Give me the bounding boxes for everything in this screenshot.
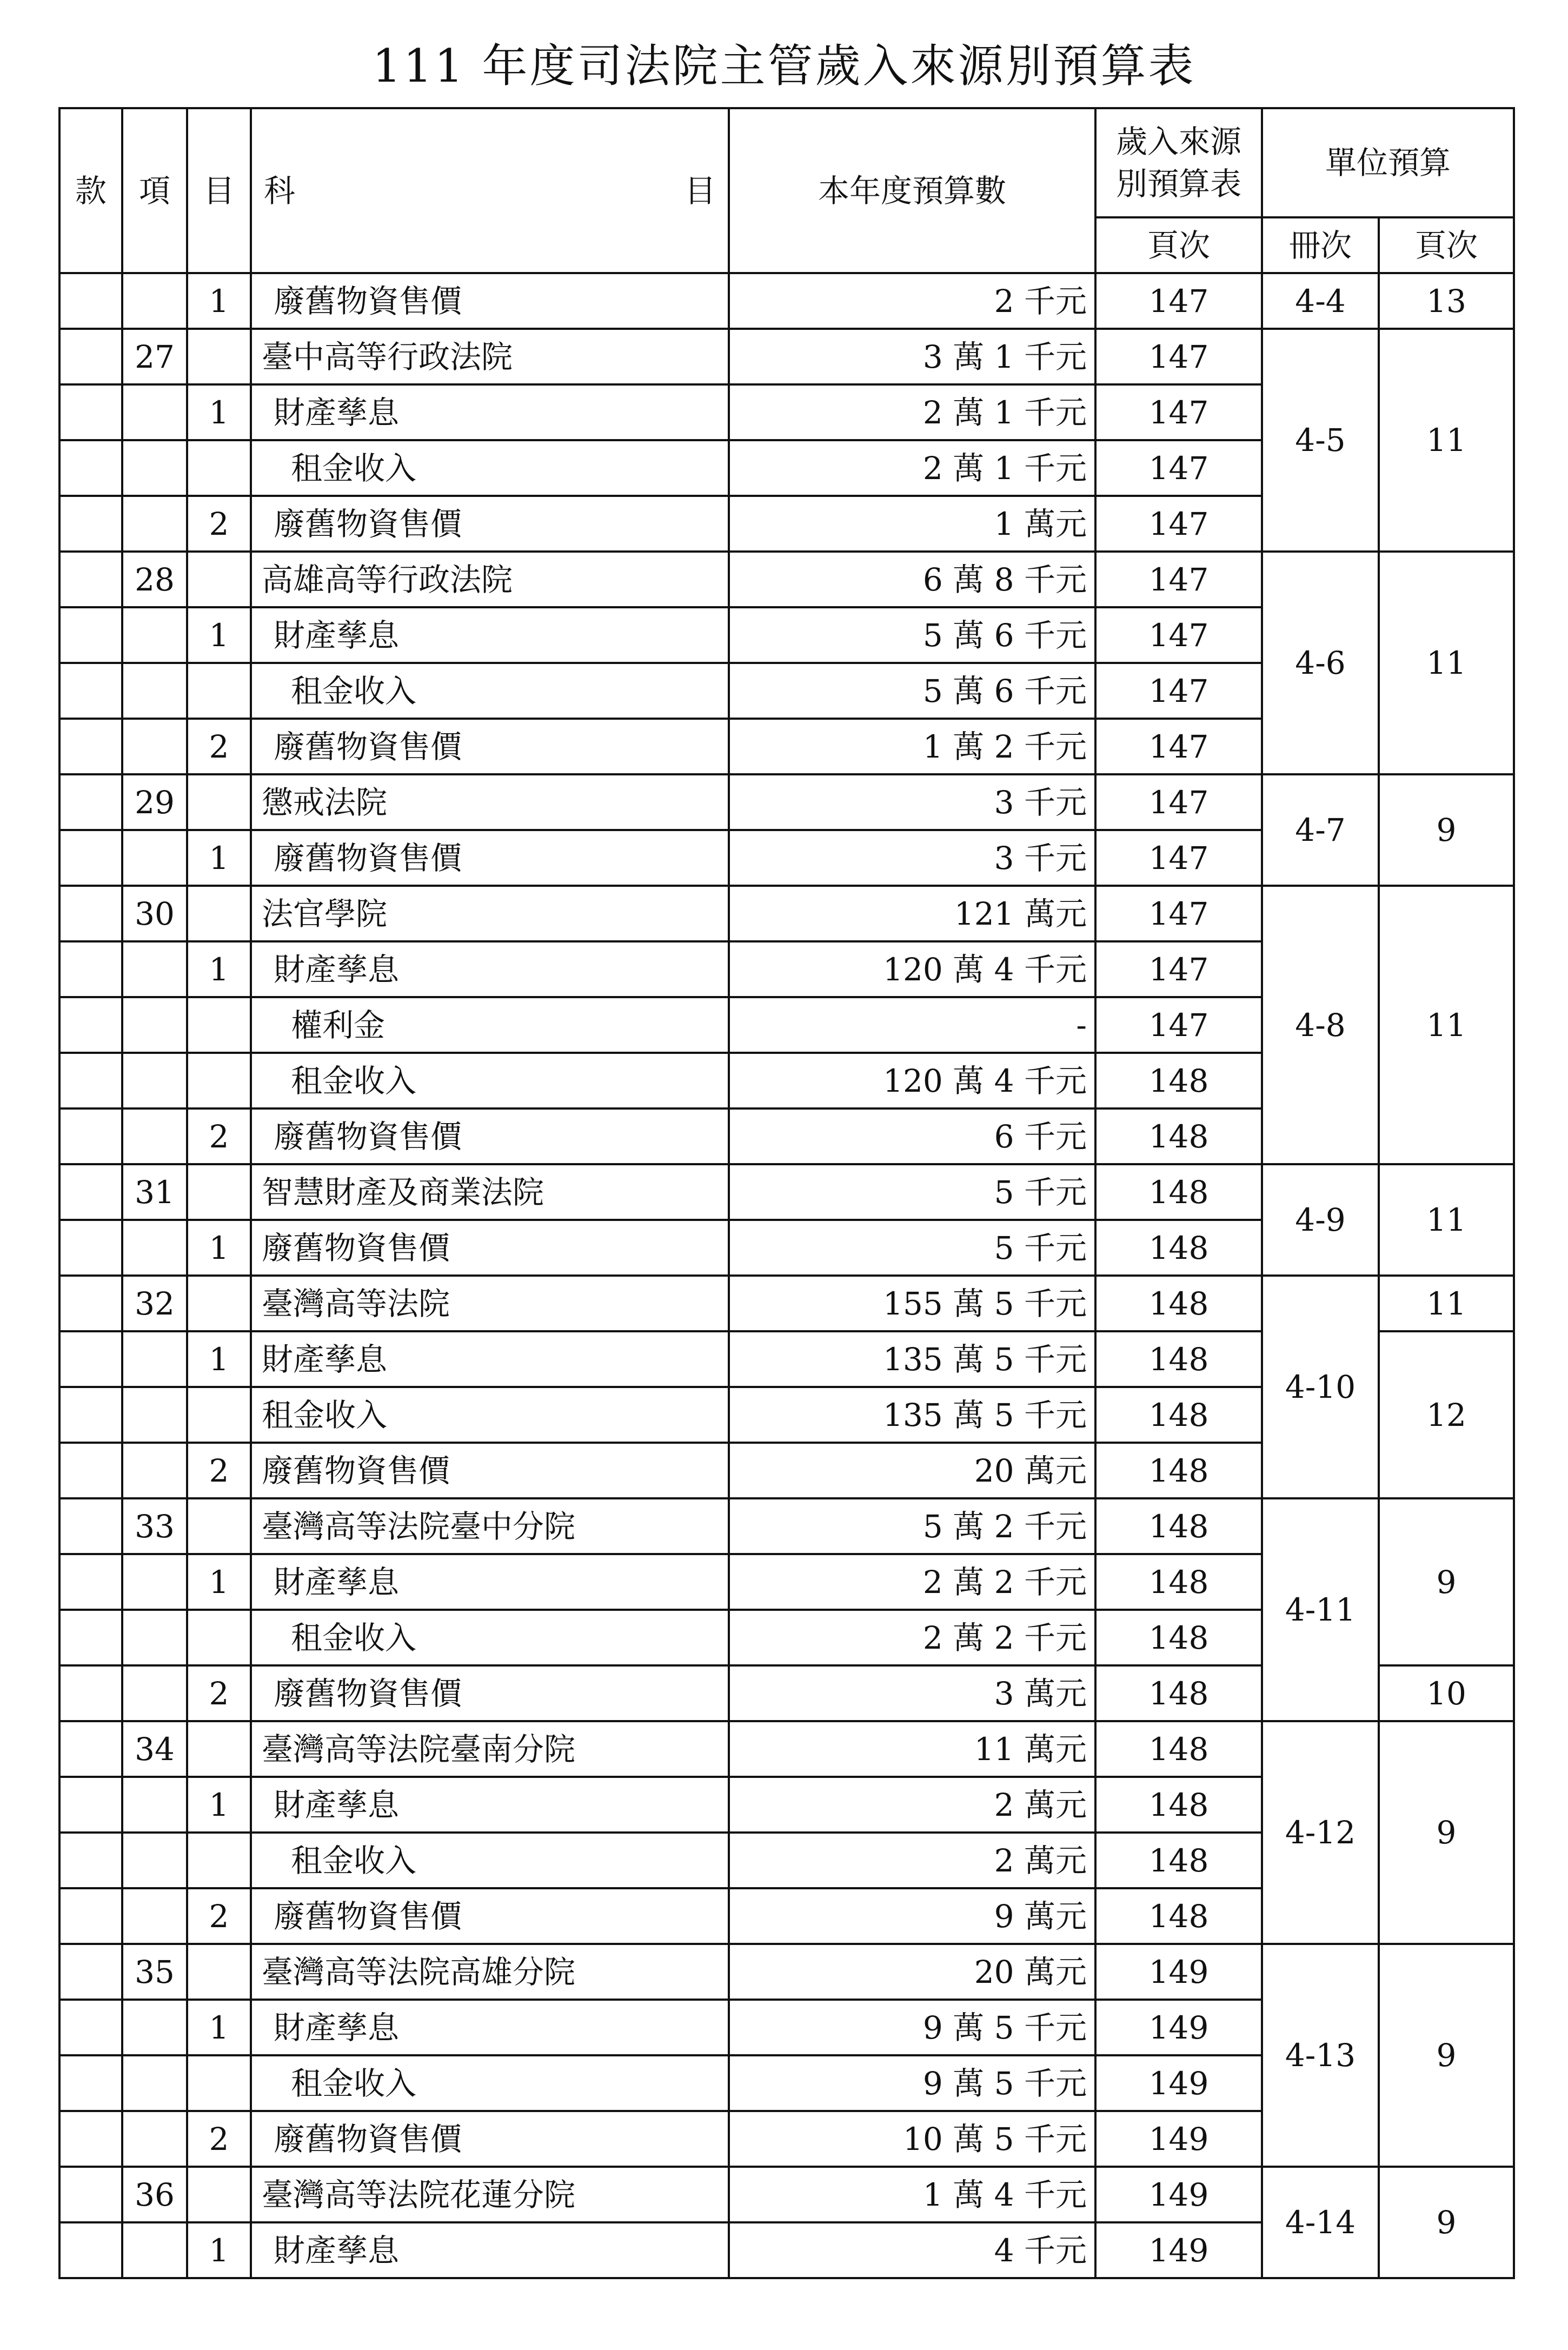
cell-subject: 智慧財產及商業法院: [251, 1164, 729, 1220]
cell-amount: 2 萬 1 千元: [729, 384, 1095, 440]
cell-mu: 2: [187, 2111, 251, 2167]
cell-kuan: [59, 1164, 122, 1220]
cell-amount: 2 萬 1 千元: [729, 440, 1095, 496]
cell-unit-page: 10: [1379, 1665, 1514, 1721]
cell-mu: [187, 440, 251, 496]
header-page: 頁次: [1095, 217, 1262, 273]
table-row: [59, 552, 1514, 607]
cell-subject: 租金收入: [251, 1833, 729, 1888]
cell-page: 148: [1095, 1498, 1262, 1554]
cell-subject: 財產孳息: [251, 2222, 729, 2278]
cell-kuan: [59, 1944, 122, 2000]
table-row: [59, 886, 1514, 941]
cell-mu: 1: [187, 384, 251, 440]
cell-unit-page: 9: [1379, 1498, 1514, 1665]
cell-page: 148: [1095, 1721, 1262, 1777]
cell-xiang: 30: [122, 886, 187, 941]
cell-kuan: [59, 719, 122, 774]
cell-mu: 1: [187, 1331, 251, 1387]
cell-subject: 廢舊物資售價: [251, 719, 729, 774]
cell-xiang: [122, 830, 187, 886]
header-volume: 冊次: [1262, 217, 1379, 273]
cell-xiang: 35: [122, 1944, 187, 2000]
cell-subject: 財產孳息: [251, 1554, 729, 1610]
cell-mu: 1: [187, 273, 251, 329]
cell-mu: [187, 2167, 251, 2222]
cell-xiang: [122, 1777, 187, 1833]
cell-page: 148: [1095, 1888, 1262, 1944]
cell-kuan: [59, 1108, 122, 1164]
cell-page: 148: [1095, 1164, 1262, 1220]
cell-xiang: [122, 1053, 187, 1108]
cell-amount: -: [729, 997, 1095, 1053]
cell-page: 149: [1095, 1944, 1262, 2000]
cell-subject: 廢舊物資售價: [251, 830, 729, 886]
cell-subject: 廢舊物資售價: [251, 1665, 729, 1721]
cell-subject: 廢舊物資售價: [251, 496, 729, 552]
cell-unit-page: 11: [1379, 552, 1514, 774]
cell-kuan: [59, 886, 122, 941]
cell-amount: 2 萬 2 千元: [729, 1554, 1095, 1610]
cell-subject: 臺灣高等法院臺南分院: [251, 1721, 729, 1777]
cell-volume: 4-12: [1262, 1721, 1379, 1944]
cell-unit-page: 13: [1379, 273, 1514, 329]
cell-mu: [187, 329, 251, 384]
cell-xiang: [122, 1833, 187, 1888]
cell-kuan: [59, 830, 122, 886]
cell-amount: 3 千元: [729, 774, 1095, 830]
cell-subject: 租金收入: [251, 663, 729, 719]
table-row: [59, 1498, 1514, 1554]
cell-mu: [187, 1276, 251, 1331]
cell-xiang: [122, 1554, 187, 1610]
cell-amount: 2 萬元: [729, 1777, 1095, 1833]
cell-volume: 4-10: [1262, 1276, 1379, 1498]
table-row: [59, 1164, 1514, 1220]
cell-amount: 5 千元: [729, 1164, 1095, 1220]
cell-subject: 廢舊物資售價: [251, 273, 729, 329]
header-mu: 目: [187, 108, 251, 273]
cell-xiang: [122, 2111, 187, 2167]
cell-kuan: [59, 496, 122, 552]
cell-kuan: [59, 1053, 122, 1108]
cell-subject: 財產孳息: [251, 2000, 729, 2055]
cell-unit-page: 9: [1379, 774, 1514, 886]
cell-mu: 1: [187, 1777, 251, 1833]
cell-volume: 4-13: [1262, 1944, 1379, 2167]
cell-mu: [187, 663, 251, 719]
header-source-table-line2: 別預算表: [1115, 165, 1241, 202]
cell-kuan: [59, 1220, 122, 1276]
cell-unit-page: 9: [1379, 1721, 1514, 1944]
cell-kuan: [59, 2222, 122, 2278]
cell-subject: 臺中高等行政法院: [251, 329, 729, 384]
cell-page: 147: [1095, 496, 1262, 552]
cell-xiang: 32: [122, 1276, 187, 1331]
cell-xiang: [122, 1331, 187, 1387]
cell-kuan: [59, 552, 122, 607]
table-row: [59, 329, 1514, 384]
cell-amount: 20 萬元: [729, 1944, 1095, 2000]
header-subject-left: 科: [264, 172, 296, 209]
cell-page: 149: [1095, 2000, 1262, 2055]
table-row: [59, 2167, 1514, 2222]
header-xiang: 項: [122, 108, 187, 273]
cell-subject: 廢舊物資售價: [251, 1888, 729, 1944]
cell-amount: 9 萬元: [729, 1888, 1095, 1944]
cell-subject: 財產孳息: [251, 941, 729, 997]
cell-kuan: [59, 329, 122, 384]
header-unit-page: 頁次: [1379, 217, 1514, 273]
cell-page: 148: [1095, 1554, 1262, 1610]
cell-kuan: [59, 440, 122, 496]
cell-xiang: [122, 1387, 187, 1443]
cell-xiang: 36: [122, 2167, 187, 2222]
cell-amount: 135 萬 5 千元: [729, 1331, 1095, 1387]
cell-mu: 1: [187, 830, 251, 886]
cell-mu: [187, 552, 251, 607]
cell-amount: 3 千元: [729, 830, 1095, 886]
cell-xiang: [122, 2000, 187, 2055]
cell-subject: 臺灣高等法院高雄分院: [251, 1944, 729, 2000]
cell-kuan: [59, 2111, 122, 2167]
cell-page: 147: [1095, 607, 1262, 663]
cell-mu: [187, 997, 251, 1053]
cell-xiang: [122, 1220, 187, 1276]
cell-volume: 4-5: [1262, 329, 1379, 552]
cell-xiang: [122, 273, 187, 329]
cell-mu: 1: [187, 1220, 251, 1276]
cell-mu: 2: [187, 1665, 251, 1721]
cell-xiang: [122, 496, 187, 552]
cell-mu: 2: [187, 1108, 251, 1164]
cell-page: 149: [1095, 2111, 1262, 2167]
cell-subject: 廢舊物資售價: [251, 2111, 729, 2167]
cell-subject: 懲戒法院: [251, 774, 729, 830]
cell-xiang: [122, 607, 187, 663]
cell-kuan: [59, 1554, 122, 1610]
table-body: [59, 273, 1514, 2278]
cell-page: 148: [1095, 1276, 1262, 1331]
cell-kuan: [59, 384, 122, 440]
cell-xiang: 29: [122, 774, 187, 830]
cell-page: 147: [1095, 719, 1262, 774]
cell-page: 149: [1095, 2167, 1262, 2222]
cell-page: 148: [1095, 1220, 1262, 1276]
cell-page: 147: [1095, 329, 1262, 384]
cell-page: 148: [1095, 1833, 1262, 1888]
cell-subject: 財產孳息: [251, 384, 729, 440]
cell-kuan: [59, 663, 122, 719]
header-subject: [251, 108, 729, 273]
cell-mu: 2: [187, 1443, 251, 1498]
cell-xiang: [122, 440, 187, 496]
cell-mu: [187, 2055, 251, 2111]
cell-xiang: 33: [122, 1498, 187, 1554]
cell-kuan: [59, 607, 122, 663]
cell-page: 147: [1095, 941, 1262, 997]
cell-xiang: [122, 2222, 187, 2278]
header-subject-right: 目: [684, 172, 716, 209]
cell-subject: 臺灣高等法院花蓮分院: [251, 2167, 729, 2222]
table-row: [59, 1944, 1514, 2000]
table-row: [59, 1721, 1514, 1777]
cell-page: 148: [1095, 1331, 1262, 1387]
cell-amount: 10 萬 5 千元: [729, 2111, 1095, 2167]
cell-kuan: [59, 1276, 122, 1331]
cell-amount: 120 萬 4 千元: [729, 941, 1095, 997]
cell-amount: 5 千元: [729, 1220, 1095, 1276]
cell-mu: [187, 1164, 251, 1220]
cell-kuan: [59, 2055, 122, 2111]
budget-table: [58, 107, 1515, 2279]
cell-subject: 財產孳息: [251, 1777, 729, 1833]
cell-xiang: [122, 1888, 187, 1944]
cell-kuan: [59, 1331, 122, 1387]
cell-subject: 廢舊物資售價: [251, 1220, 729, 1276]
cell-page: 147: [1095, 663, 1262, 719]
cell-page: 147: [1095, 384, 1262, 440]
cell-kuan: [59, 2167, 122, 2222]
cell-amount: 11 萬元: [729, 1721, 1095, 1777]
cell-mu: 2: [187, 1888, 251, 1944]
cell-kuan: [59, 1443, 122, 1498]
cell-volume: 4-7: [1262, 774, 1379, 886]
cell-mu: [187, 1053, 251, 1108]
cell-amount: 3 萬 1 千元: [729, 329, 1095, 384]
cell-subject: 財產孳息: [251, 607, 729, 663]
cell-unit-page: 9: [1379, 1944, 1514, 2167]
cell-page: 149: [1095, 2222, 1262, 2278]
cell-amount: 2 萬元: [729, 1833, 1095, 1888]
cell-kuan: [59, 2000, 122, 2055]
cell-mu: [187, 1721, 251, 1777]
cell-kuan: [59, 1721, 122, 1777]
table-row: [59, 774, 1514, 830]
cell-xiang: 34: [122, 1721, 187, 1777]
cell-xiang: [122, 1665, 187, 1721]
cell-xiang: [122, 2055, 187, 2111]
cell-volume: 4-14: [1262, 2167, 1379, 2278]
cell-page: 147: [1095, 552, 1262, 607]
cell-unit-page: 11: [1379, 886, 1514, 1164]
cell-kuan: [59, 1665, 122, 1721]
cell-subject: 廢舊物資售價: [251, 1443, 729, 1498]
cell-kuan: [59, 1387, 122, 1443]
cell-amount: 20 萬元: [729, 1443, 1095, 1498]
cell-unit-page: 11: [1379, 329, 1514, 552]
cell-subject: 租金收入: [251, 2055, 729, 2111]
cell-xiang: [122, 941, 187, 997]
cell-unit-page: 11: [1379, 1164, 1514, 1276]
table-row: [59, 273, 1514, 329]
cell-page: 147: [1095, 273, 1262, 329]
cell-page: 148: [1095, 1777, 1262, 1833]
cell-amount: 135 萬 5 千元: [729, 1387, 1095, 1443]
cell-mu: [187, 1944, 251, 2000]
cell-page: 147: [1095, 440, 1262, 496]
cell-subject: 租金收入: [251, 440, 729, 496]
cell-subject: 高雄高等行政法院: [251, 552, 729, 607]
cell-page: 148: [1095, 1665, 1262, 1721]
cell-subject: 租金收入: [251, 1610, 729, 1665]
cell-amount: 155 萬 5 千元: [729, 1276, 1095, 1331]
cell-amount: 5 萬 2 千元: [729, 1498, 1095, 1554]
cell-amount: 1 萬 2 千元: [729, 719, 1095, 774]
cell-amount: 1 萬元: [729, 496, 1095, 552]
cell-xiang: [122, 384, 187, 440]
cell-page: 148: [1095, 1108, 1262, 1164]
cell-page: 147: [1095, 997, 1262, 1053]
header-unit-budget: 單位預算: [1262, 108, 1514, 217]
cell-amount: 6 千元: [729, 1108, 1095, 1164]
cell-amount: 2 萬 2 千元: [729, 1610, 1095, 1665]
cell-page: 148: [1095, 1443, 1262, 1498]
cell-mu: [187, 1498, 251, 1554]
cell-amount: 5 萬 6 千元: [729, 607, 1095, 663]
header-kuan: 款: [59, 108, 122, 273]
cell-amount: 9 萬 5 千元: [729, 2055, 1095, 2111]
cell-mu: 1: [187, 941, 251, 997]
cell-kuan: [59, 1833, 122, 1888]
cell-kuan: [59, 997, 122, 1053]
cell-kuan: [59, 941, 122, 997]
cell-volume: 4-6: [1262, 552, 1379, 774]
cell-page: 148: [1095, 1053, 1262, 1108]
cell-unit-page: 9: [1379, 2167, 1514, 2278]
cell-mu: 2: [187, 496, 251, 552]
cell-kuan: [59, 774, 122, 830]
cell-unit-page: 12: [1379, 1331, 1514, 1498]
cell-xiang: [122, 663, 187, 719]
cell-unit-page: 11: [1379, 1276, 1514, 1331]
cell-xiang: [122, 1108, 187, 1164]
cell-xiang: [122, 997, 187, 1053]
cell-mu: [187, 886, 251, 941]
cell-xiang: [122, 1443, 187, 1498]
cell-subject: 廢舊物資售價: [251, 1108, 729, 1164]
cell-page: 148: [1095, 1387, 1262, 1443]
cell-subject: 財產孳息: [251, 1331, 729, 1387]
cell-mu: 1: [187, 2000, 251, 2055]
cell-xiang: [122, 719, 187, 774]
cell-amount: 6 萬 8 千元: [729, 552, 1095, 607]
cell-kuan: [59, 1498, 122, 1554]
cell-mu: [187, 1833, 251, 1888]
cell-xiang: 28: [122, 552, 187, 607]
cell-subject: 租金收入: [251, 1387, 729, 1443]
cell-amount: 4 千元: [729, 2222, 1095, 2278]
cell-amount: 5 萬 6 千元: [729, 663, 1095, 719]
header-source-table-line1: 歲入來源: [1115, 123, 1241, 160]
cell-amount: 9 萬 5 千元: [729, 2000, 1095, 2055]
cell-subject: 租金收入: [251, 1053, 729, 1108]
cell-mu: 2: [187, 719, 251, 774]
page-title: 111 年度司法院主管歲入來源別預算表: [372, 39, 1196, 92]
cell-volume: 4-9: [1262, 1164, 1379, 1276]
cell-mu: [187, 1387, 251, 1443]
cell-page: 149: [1095, 2055, 1262, 2111]
cell-mu: [187, 774, 251, 830]
cell-amount: 121 萬元: [729, 886, 1095, 941]
cell-mu: 1: [187, 1554, 251, 1610]
cell-volume: 4-11: [1262, 1498, 1379, 1721]
cell-subject: 臺灣高等法院臺中分院: [251, 1498, 729, 1554]
cell-page: 147: [1095, 886, 1262, 941]
cell-page: 147: [1095, 774, 1262, 830]
cell-kuan: [59, 1888, 122, 1944]
cell-amount: 3 萬元: [729, 1665, 1095, 1721]
cell-mu: [187, 1610, 251, 1665]
cell-amount: 120 萬 4 千元: [729, 1053, 1095, 1108]
cell-subject: 權利金: [251, 997, 729, 1053]
cell-volume: 4-8: [1262, 886, 1379, 1164]
header-source-table: [1095, 108, 1262, 217]
cell-amount: 2 千元: [729, 273, 1095, 329]
cell-subject: 臺灣高等法院: [251, 1276, 729, 1331]
cell-mu: 1: [187, 2222, 251, 2278]
cell-kuan: [59, 1777, 122, 1833]
cell-page: 147: [1095, 830, 1262, 886]
cell-xiang: [122, 1610, 187, 1665]
cell-xiang: 31: [122, 1164, 187, 1220]
cell-amount: 1 萬 4 千元: [729, 2167, 1095, 2222]
cell-kuan: [59, 1610, 122, 1665]
cell-mu: 1: [187, 607, 251, 663]
cell-volume: 4-4: [1262, 273, 1379, 329]
cell-xiang: 27: [122, 329, 187, 384]
header-budget: 本年度預算數: [729, 108, 1095, 273]
cell-kuan: [59, 273, 122, 329]
cell-page: 148: [1095, 1610, 1262, 1665]
cell-subject: 法官學院: [251, 886, 729, 941]
table-row: [59, 1276, 1514, 1331]
